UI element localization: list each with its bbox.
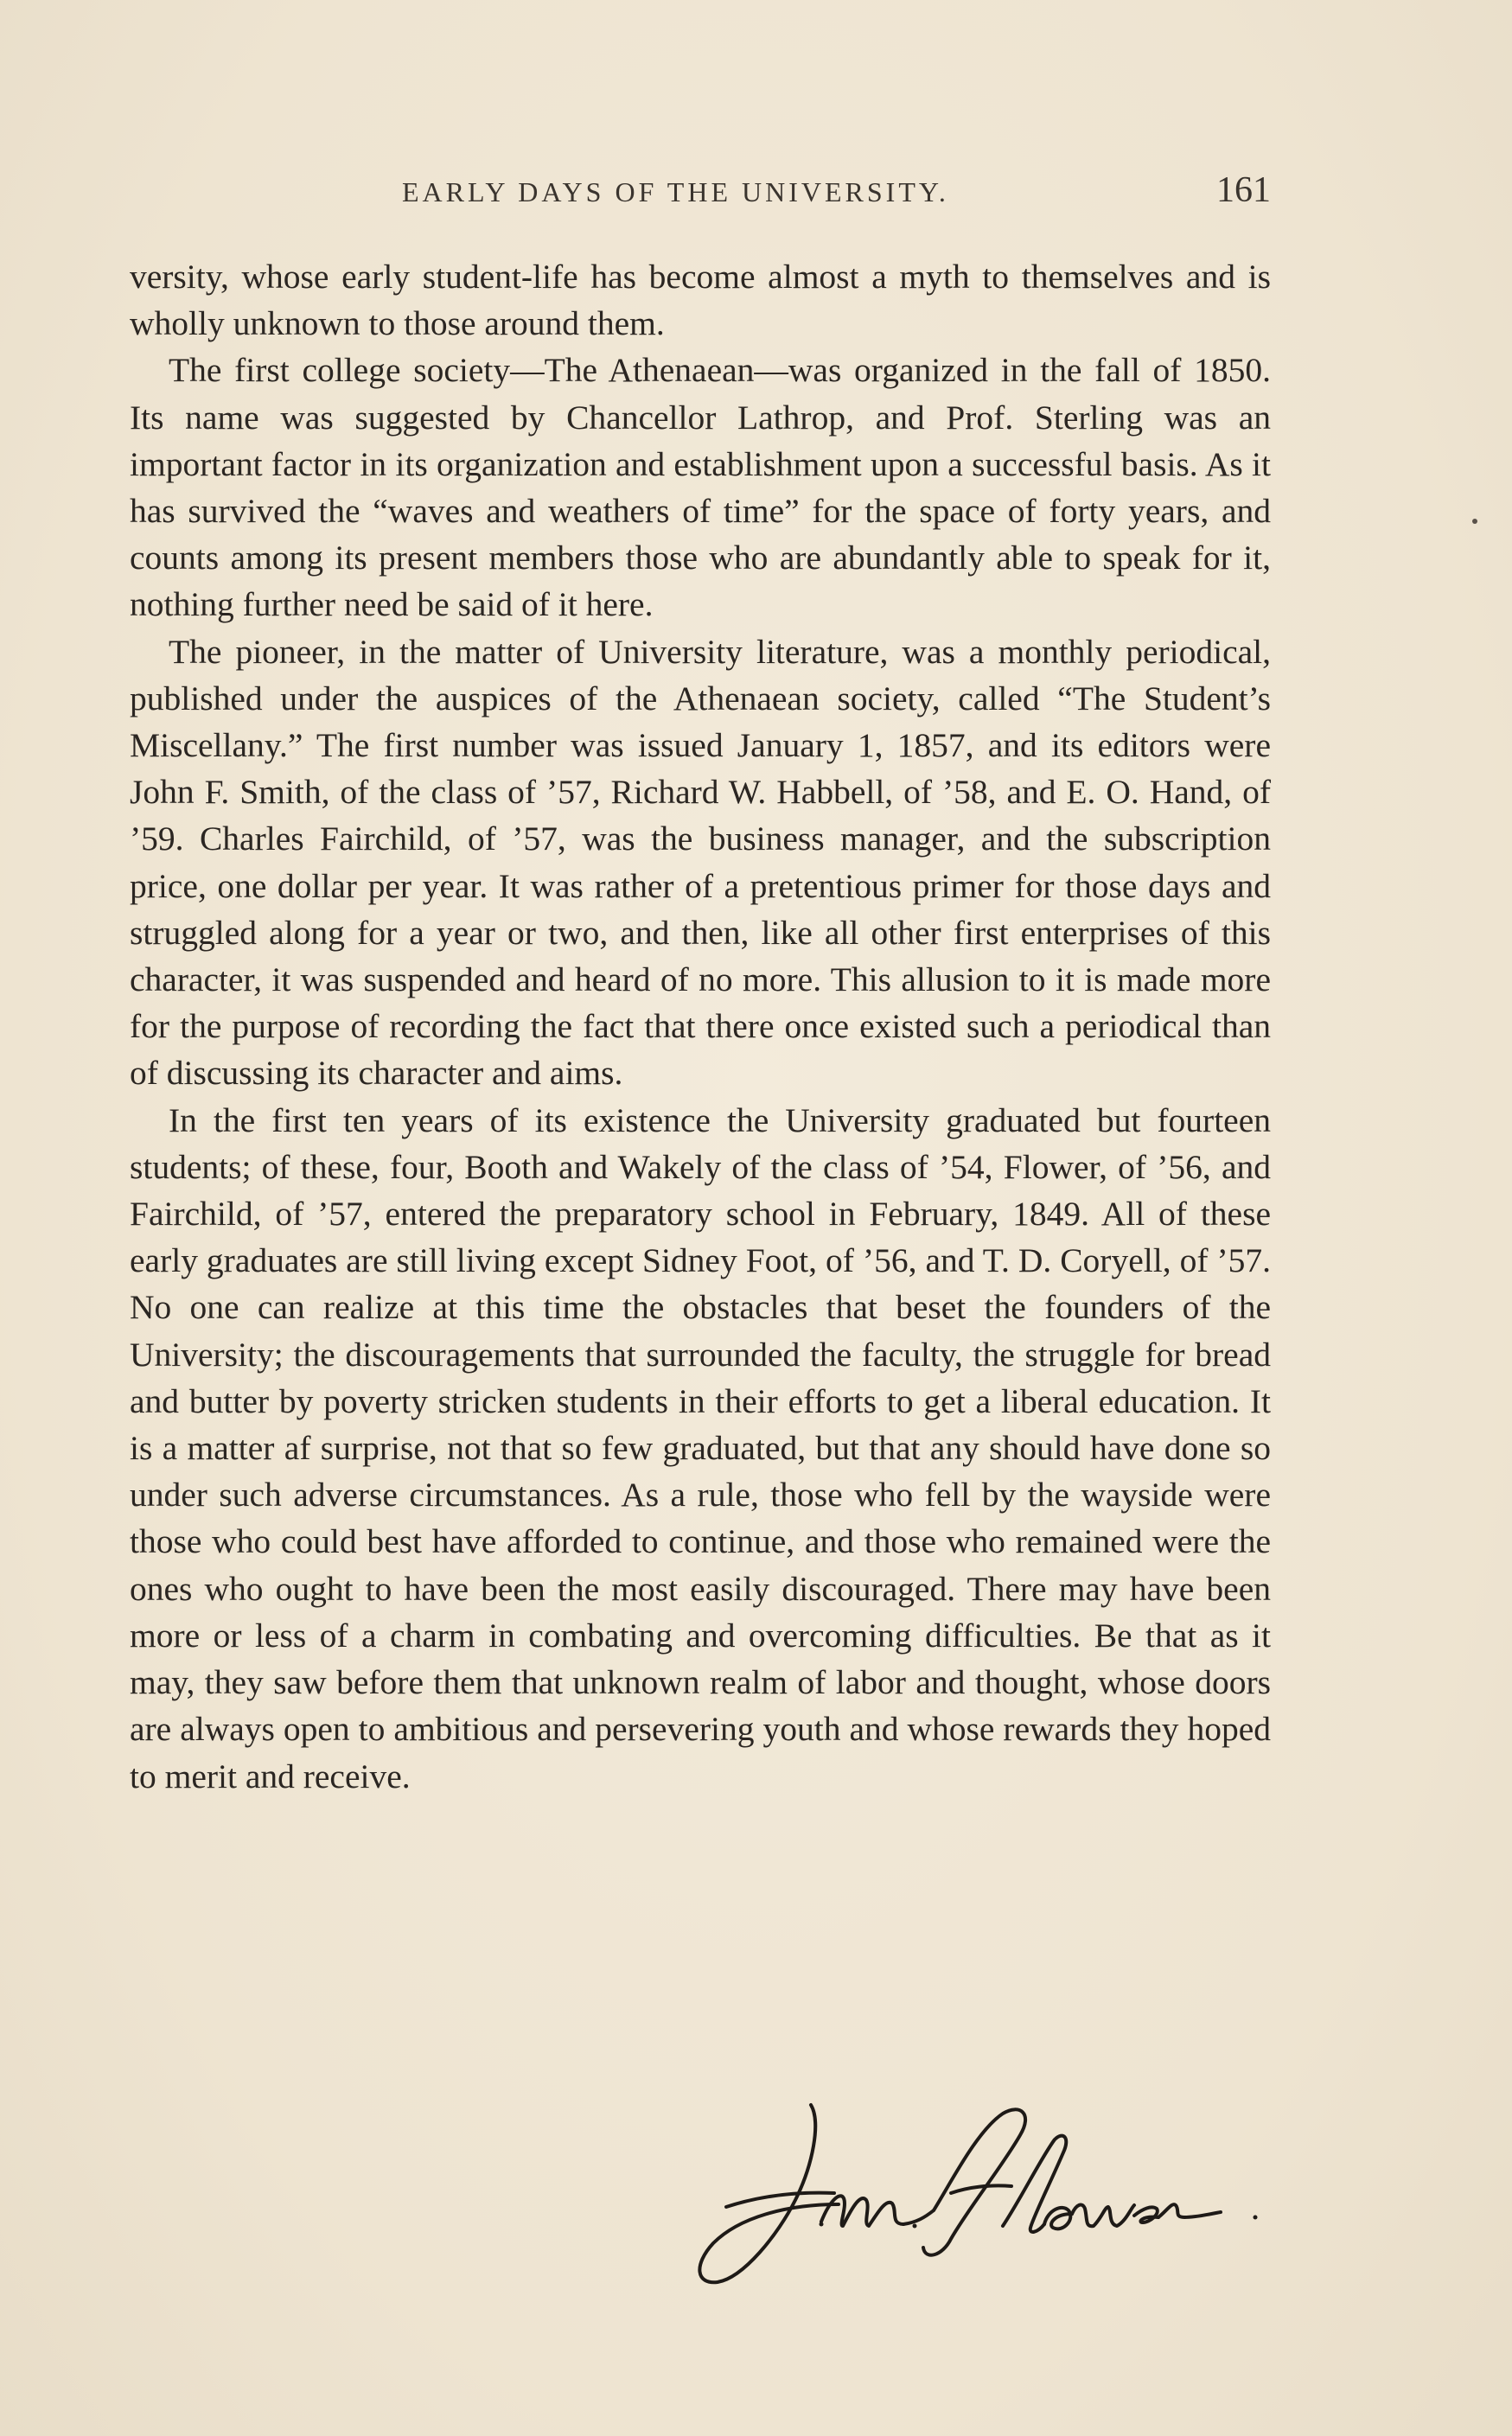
running-head: [130, 169, 1271, 213]
author-signature: [692, 2096, 1314, 2304]
stray-ink-dot: [1472, 519, 1477, 524]
running-title: EARLY DAYS OF THE UNIVERSITY.: [402, 176, 949, 207]
paragraph-continued: versity, whose early student-life has become almost a myth to themselves and is wholly unknown to those around them.: [130, 258, 1271, 343]
paragraph-early-graduates: In the first ten years of its existence the University graduated but fourteen students; of these, four, Booth and Wakely of the class of ’54, Flower, of ’56, and Fairchild, of ’57, entered the preparatory school in February, 1849. All of these early graduates are still living except Sidney Foot, of ’56, and T. D. Coryell, of ’57. No one can realize at this time the obstacles that beset the founders of the University; the discouragements that surrounded the faculty, the struggle for bread and butter by poverty stricken students in their efforts to get a liberal education. It is a matter af surprise, not that so few graduated, but that any should have done so under such adverse circumstances. As a rule, those who fell by the wayside were those who could best have afforded to continue, and those who remained were the ones who ought to have been the most easily discouraged. There may have been more or less of a charm in combating and overcoming difficulties. Be that as it may, they saw before them that unknown realm of labor and thought, whose doors are always open to ambitious and persevering youth and whose rewards they hoped to merit and receive.: [130, 1100, 1271, 1795]
paragraph-athenaean-society: The first college society—The Athenaean—was organized in the fall of 1850. Its name was suggested by Chancellor Lathrop, and Prof. Sterling was an important factor in its organization and establishment upon a successful basis. As it has survived the “waves and weathers of time” for the space of forty years, and counts among its present members those who are abundantly able to speak for it, nothing further need be said of it here.: [130, 351, 1271, 624]
page-number: 161: [1216, 170, 1271, 210]
signature-drawing: [692, 2096, 1314, 2304]
paragraph-students-miscellany: The pioneer, in the matter of University literature, was a monthly periodical, published under the auspices of the Athenaean society, called “The Student’s Miscellany.” The first number was issued January 1, 1857, and its editors were John F. Smith, of the class of ’57, Richard W. Habbell, of ’58, and E. O. Hand, of ’59. Charles Fairchild, of ’57, was the business manager, and the subscription price, one dollar per year. It was rather of a pretentious primer for those days and struggled along for a year or two, and then, like all other first enterprises of this character, it was suspended and heard of no more. This allusion to it is made more for the purpose of recording the fact that there once existed such a periodical than of discussing its character and aims.: [130, 632, 1271, 1093]
body-text: [130, 253, 1271, 1800]
